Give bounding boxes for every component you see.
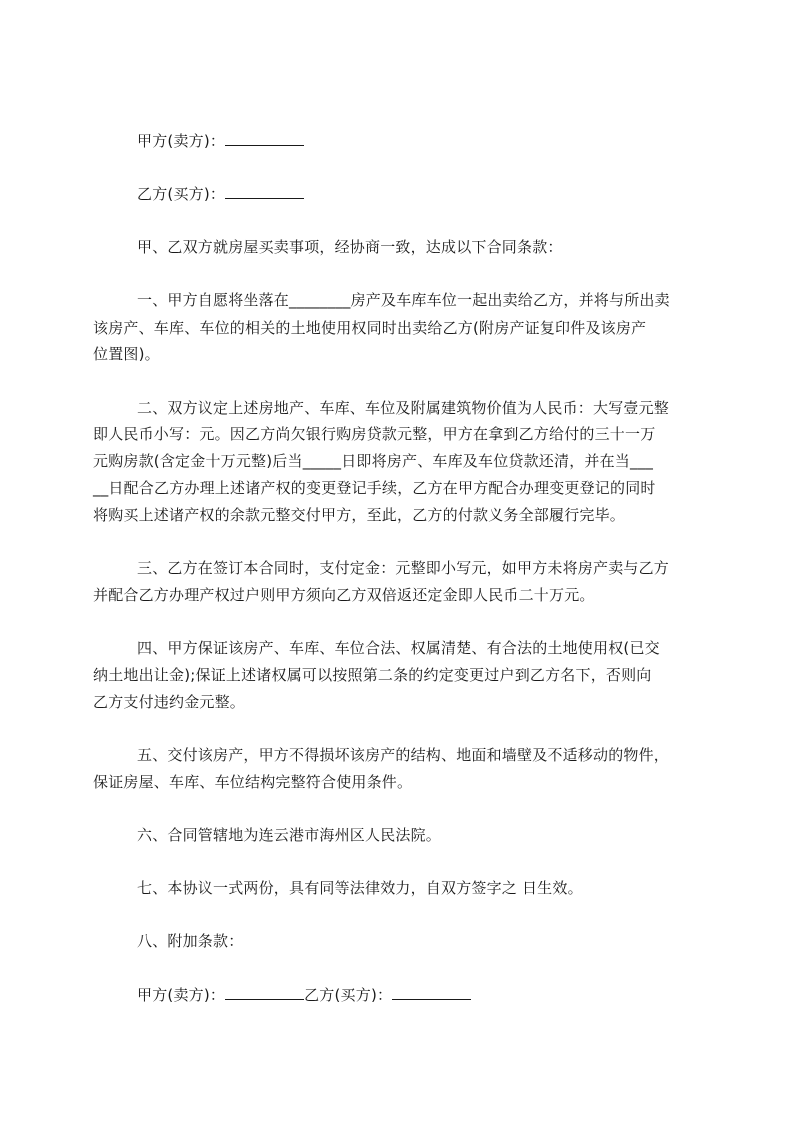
clause-2-line-3: 元购房款(含定金十万元整)后当_____日即将房产、车库及车位贷款还清，并在当___ bbox=[93, 452, 654, 470]
clause-2-line-2: 即人民币小写：元。因乙方尚欠银行购房贷款元整，甲方在拿到乙方给付的三十一万 bbox=[93, 425, 656, 443]
clause-2-line-4: __日配合乙方办理上述诸产权的变更登记手续，乙方在甲方配合办理变更登记的同时 bbox=[93, 479, 656, 497]
clause-5-line-1: 五、交付该房产，甲方不得损坏该房产的结构、地面和墙壁及不适移动的物件， bbox=[137, 746, 670, 764]
signature-party-a-label: 甲方(卖方)： bbox=[137, 986, 226, 1004]
clause-2-line-1: 二、双方议定上述房地产、车库、车位及附属建筑物价值为人民币：大写壹元整 bbox=[137, 399, 670, 417]
header-party-a bbox=[137, 131, 700, 151]
clause-5-line-2: 保证房屋、车库、车位结构完整符合使用条件。 bbox=[93, 773, 413, 791]
clause-3-line-1: 三、乙方在签订本合同时，支付定金：元整即小写元，如甲方未将房产卖与乙方 bbox=[137, 559, 670, 577]
header-party-a-label: 甲方(卖方)： bbox=[137, 132, 226, 150]
signature-party-a-blank bbox=[225, 985, 304, 1000]
clause-8: 八、附加条款： bbox=[137, 932, 244, 950]
signature-party-b-blank bbox=[392, 985, 471, 1000]
clause-1-line-2: 该房产、车库、车位的相关的土地使用权同时出卖给乙方(附房产证复印件及该房产 bbox=[93, 319, 647, 337]
header-party-b-label: 乙方(买方)： bbox=[137, 185, 226, 203]
intro-text: 甲、乙双方就房屋买卖事项，经协商一致，达成以下合同条款： bbox=[137, 238, 563, 256]
clause-4-line-2: 纳土地出让金);保证上述诸权属可以按照第二条的约定变更过户到乙方名下，否则向 bbox=[93, 666, 652, 684]
header-party-b-blank bbox=[225, 184, 304, 199]
clause-2-line-5: 将购买上述诸产权的余款元整交付甲方，至此，乙方的付款义务全部履行完毕。 bbox=[93, 506, 626, 524]
signature-party-b-label: 乙方(买方)： bbox=[304, 986, 393, 1004]
signature-line bbox=[137, 985, 700, 1005]
clause-3-line-2: 并配合乙方办理产权过户则甲方须向乙方双倍返还定金即人民币二十万元。 bbox=[93, 586, 595, 604]
clause-1-line-3: 位置图)。 bbox=[93, 345, 160, 363]
header-party-b bbox=[137, 184, 700, 204]
clause-4-line-3: 乙方支付违约金元整。 bbox=[93, 693, 246, 711]
header-party-a-blank bbox=[225, 131, 304, 146]
clause-7: 七、本协议一式两份，具有同等法律效力，自双方签字之 日生效。 bbox=[137, 879, 583, 897]
clause-6: 六、合同管辖地为连云港市海州区人民法院。 bbox=[137, 826, 442, 844]
clause-4-line-1: 四、甲方保证该房产、车库、车位合法、权属清楚、有合法的土地使用权(已交 bbox=[137, 639, 660, 657]
clause-1-line-1: 一、甲方自愿将坐落在________房产及车库车位一起出卖给乙方，并将与所出卖 bbox=[137, 291, 670, 309]
